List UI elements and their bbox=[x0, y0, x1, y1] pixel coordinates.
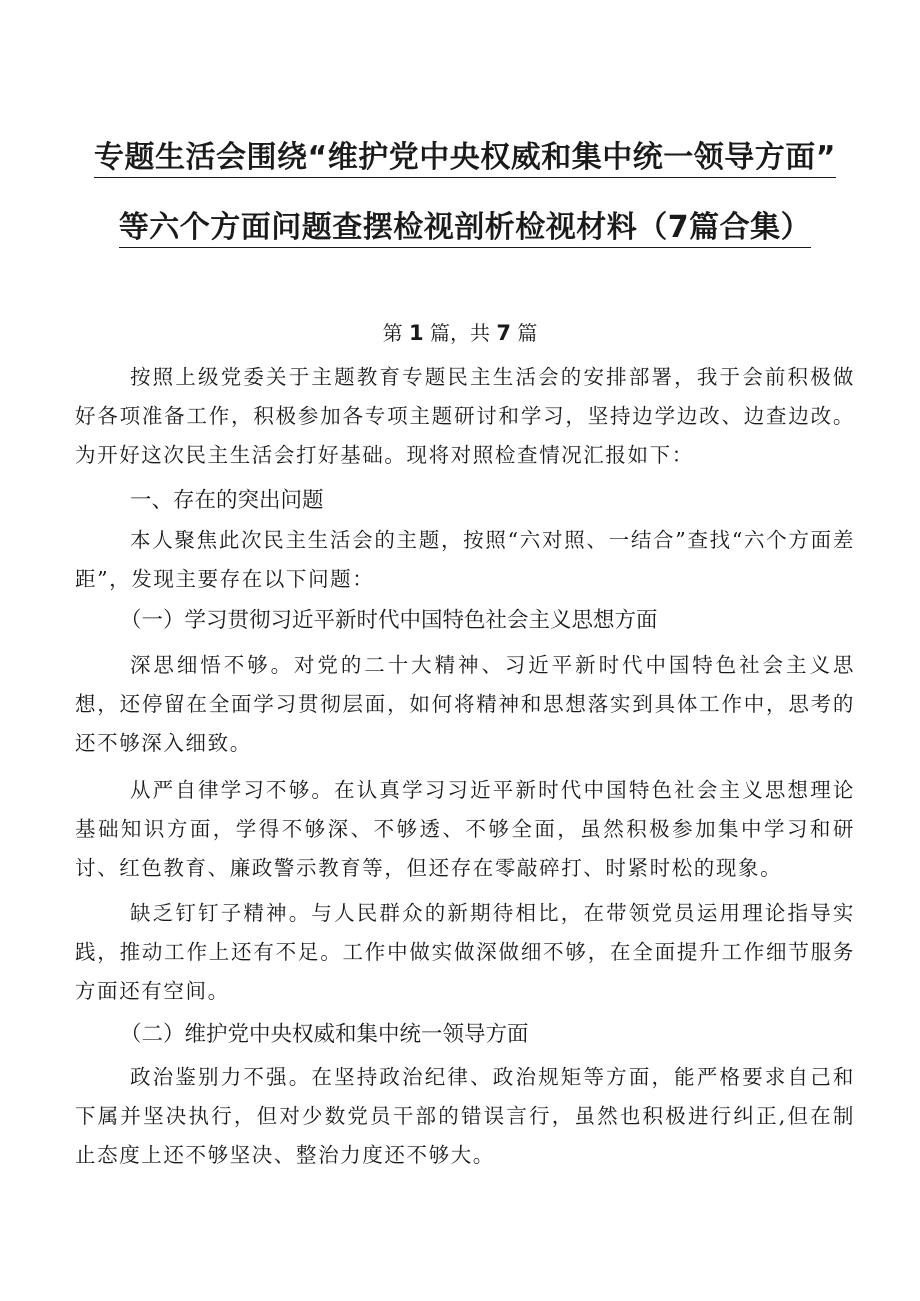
document-title-line-1: 专题生活会围绕“维护党中央权威和集中统一领导方面” bbox=[90, 138, 840, 178]
section-heading-1: 一、存在的突出问题 bbox=[130, 488, 324, 513]
counter-middle: 篇，共 bbox=[430, 321, 490, 345]
document-title-line-2: 等六个方面问题查摆检视剖析检视材料（7篇合集） bbox=[90, 208, 840, 248]
paragraph-4: 缺乏钉钉子精神。与人民群众的新期待相比，在带领党员运用理论指导实践，推动工作上还有不足。工作中做实做深做细不够，在全面提升工作细节服务方面还有空间。 bbox=[75, 901, 855, 1003]
counter-total: 7 bbox=[496, 321, 511, 345]
paragraph-2: 深思细悟不够。对党的二十大精神、习近平新时代中国特色社会主义思想，还停留在全面学习贯彻层面，如何将精神和思想落实到具体工作中，思考的还不够深入细致。 bbox=[75, 653, 855, 755]
paragraph-3: 从严自律学习不够。在认真学习习近平新时代中国特色社会主义思想理论基础知识方面，学得不够深、不够透、不够全面，虽然积极参加集中学习和研讨、红色教育、廉政警示教育等，但还存在零敲碎打、时紧时松的现象。 bbox=[75, 778, 855, 880]
article-counter bbox=[0, 318, 920, 348]
counter-current: 1 bbox=[409, 321, 424, 345]
intro-paragraph: 按照上级党委关于主题教育专题民主生活会的安排部署，我于会前积极做好各项准备工作，积极参加各专项主题研讨和学习，坚持边学边改、边查边改。为开好这次民主生活会打好基础。现将对照检查情况汇报如下： bbox=[75, 365, 855, 467]
counter-suffix: 篇 bbox=[517, 321, 538, 345]
subsection-heading-2: （二）维护党中央权威和集中统一领导方面 bbox=[120, 1022, 529, 1047]
paragraph-5: 政治鉴别力不强。在坚持政治纪律、政治规矩等方面，能严格要求自己和下属并坚决执行，但对少数党员干部的错误言行，虽然也积极进行纠正,但在制止态度上还不够坚决、整治力度还不够大。 bbox=[75, 1065, 855, 1167]
counter-prefix: 第 bbox=[382, 321, 403, 345]
paragraph-1: 本人聚焦此次民主生活会的主题，按照“六对照、一结合”查找“六个方面差距”，发现主要存在以下问题： bbox=[75, 528, 855, 591]
subsection-heading-1: （一）学习贯彻习近平新时代中国特色社会主义思想方面 bbox=[120, 608, 658, 633]
